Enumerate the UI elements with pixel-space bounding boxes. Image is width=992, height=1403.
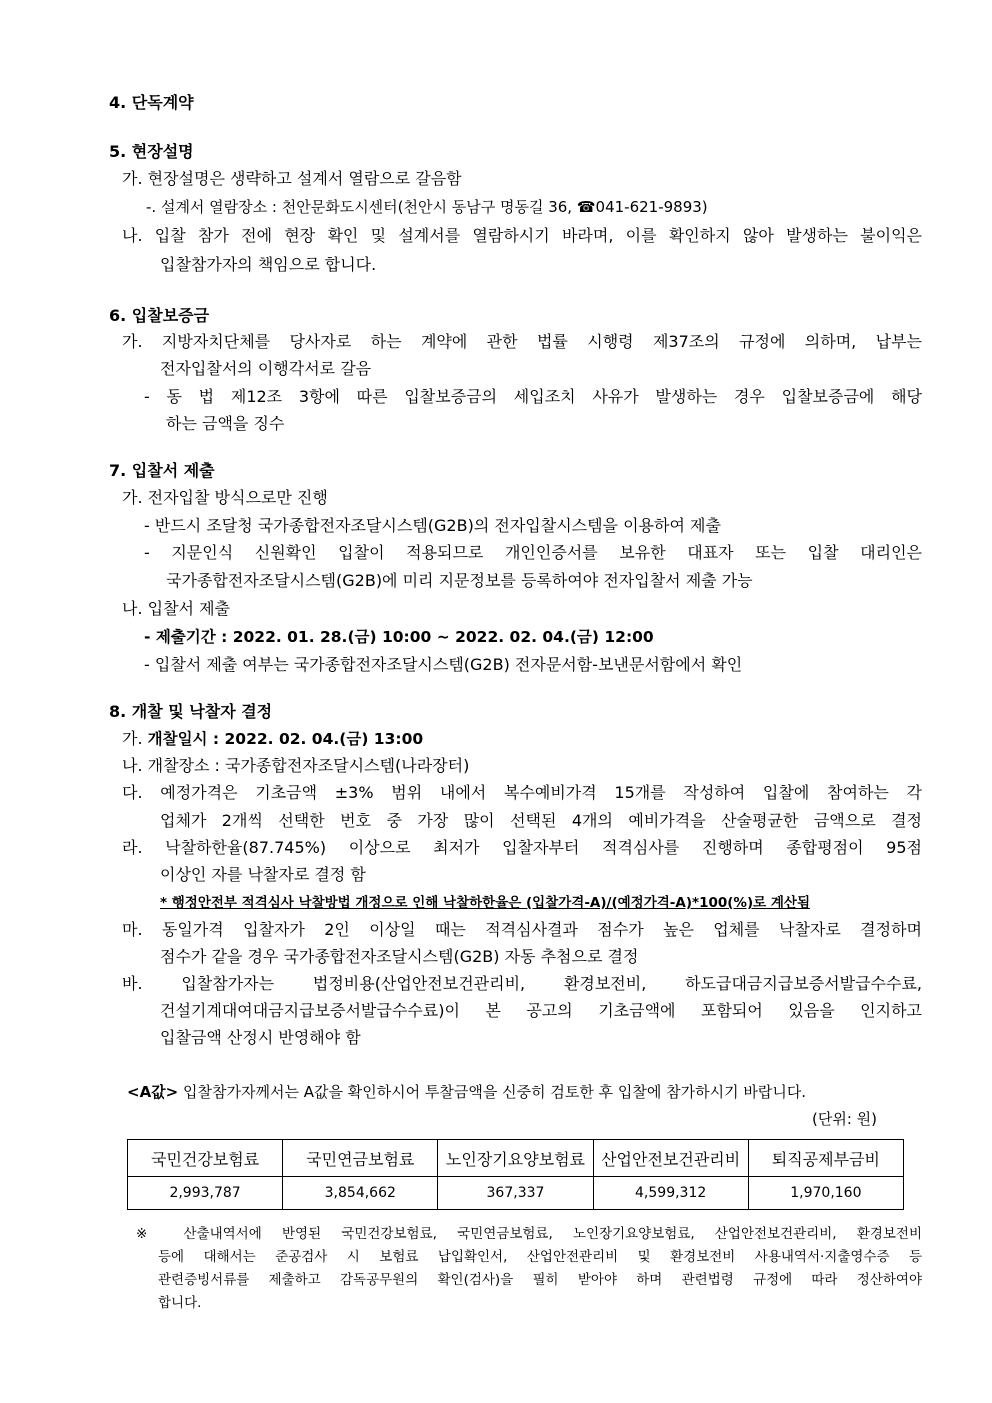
footnote-line1: ※ 산출내역서에 반영된 국민건강보험료, 국민연금보험료, 노인장기요양보험료, 산업안전보건관리비, 환경보전비 <box>136 1226 922 1242</box>
s6-dash-line1: - 동 법 제12조 3항에 따른 입찰보증금의 세입조치 사유가 발생하는 경우 입찰보증금에 해당 <box>144 387 922 406</box>
s7-item-a: 가. 전자입찰 방식으로만 진행 <box>122 488 328 507</box>
s7-item-b-dash2: - 입찰서 제출 여부는 국가종합전자조달시스템(G2B) 전자문서함-보낸문서함에서 확인 <box>144 655 743 674</box>
a-value-label: <A값> <box>127 1083 179 1101</box>
s7-item-a-dash2-line2: 국가종합전자조달시스템(G2B)에 미리 지문정보를 등록하여야 전자입찰서 제출 가능 <box>166 571 753 590</box>
s8-item-d-line2: 이상인 자를 낙찰자로 결정 함 <box>160 865 366 884</box>
table-header-cell: 국민건강보험료 <box>128 1140 283 1177</box>
section-7-title: 7. 입찰서 제출 <box>109 461 215 480</box>
section-6-title: 6. 입찰보증금 <box>109 306 210 325</box>
table-cell: 2,993,787 <box>128 1177 283 1210</box>
table-cell: 4,599,312 <box>593 1177 748 1210</box>
footnote-line4: 합니다. <box>158 1295 202 1311</box>
table-header-cell: 산업안전보건관리비 <box>593 1140 748 1177</box>
s7-item-b: 나. 입찰서 제출 <box>122 599 230 618</box>
table-cell: 367,337 <box>438 1177 593 1210</box>
s8-item-a-prefix: 가. <box>122 729 148 748</box>
s7-submission-period: - 제출기간 : 2022. 01. 28.(금) 10:00 ~ 2022. 02. 04.(금) 12:00 <box>144 628 654 646</box>
s6-dash-line2: 하는 금액을 징수 <box>166 414 285 433</box>
table-header-cell: 국민연금보험료 <box>283 1140 438 1177</box>
s8-item-d-line1: 라. 낙찰하한율(87.745%) 이상으로 최저가 입찰자부터 적격심사를 진행하며 종합평점이 95점 <box>122 838 922 857</box>
a-value-table <box>127 1139 904 1210</box>
section-8-title: 8. 개찰 및 낙찰자 결정 <box>109 702 273 721</box>
table-header-cell: 퇴직공제부금비 <box>748 1140 903 1177</box>
s8-opening-datetime: 개찰일시 : 2022. 02. 04.(금) 13:00 <box>147 730 424 748</box>
s5-item-b-line2: 입찰참가자의 책임으로 합니다. <box>160 255 377 274</box>
s7-item-a-dash2-line1: - 지문인식 신원확인 입찰이 적용되므로 개인인증서를 보유한 대표자 또는 입찰 대리인은 <box>144 543 922 562</box>
s8-item-e-line1: 마. 동일가격 입찰자가 2인 이상일 때는 적격심사결과 점수가 높은 업체를 낙찰자로 결정하며 <box>122 920 922 939</box>
section-5-title: 5. 현장설명 <box>109 142 194 161</box>
s8-item-f-line3: 입찰금액 산정시 반영해야 함 <box>160 1028 361 1047</box>
a-value-intro <box>127 1081 806 1103</box>
s5-item-a-sub: -. 설계서 열람장소 : 천안문화도시센터(천안시 동남구 명동길 36, ☎041-621-9893) <box>146 198 708 216</box>
s8-item-f-line1: 바. 입찰참가자는 법정비용(산업안전보건관리비, 환경보전비, 하도급대금지급보증서발급수수료, <box>122 974 922 993</box>
s5-item-a: 가. 현장설명은 생략하고 설계서 열람으로 갈음함 <box>122 169 462 188</box>
footnote-line3: 관련증빙서류를 제출하고 감독공무원의 확인(검사)을 필히 받아야 하며 관련법령 규정에 따라 정산하여야 <box>158 1272 922 1288</box>
table-cell: 3,854,662 <box>283 1177 438 1210</box>
s8-item-e-line2: 점수가 같을 경우 국가종합전자조달시스템(G2B) 자동 추첨으로 결정 <box>160 947 639 966</box>
table-cell: 1,970,160 <box>748 1177 903 1210</box>
a-value-intro-text: 입찰참가자께서는 A값을 확인하시어 투찰금액을 신중히 검토한 후 입찰에 참가하시기 바랍니다. <box>178 1083 807 1101</box>
s8-item-c-line2: 업체가 2개씩 선택한 번호 중 가장 많이 선택된 4개의 예비가격을 산술평균한 금액으로 결정 <box>160 811 922 830</box>
s6-item-a-line1: 가. 지방자치단체를 당사자로 하는 계약에 관한 법률 시행령 제37조의 규정에 의하며, 납부는 <box>122 332 922 351</box>
s8-item-c-line1: 다. 예정가격은 기초금액 ±3% 범위 내에서 복수예비가격 15개를 작성하여 입찰에 참여하는 각 <box>122 783 922 802</box>
s8-item-f-line2: 건설기계대여대금지급보증서발급수수료)이 본 공고의 기초금액에 포함되어 있음을 인지하고 <box>160 1001 922 1020</box>
s7-item-a-dash1: - 반드시 조달청 국가종합전자조달시스템(G2B)의 전자입찰시스템을 이용하여 제출 <box>144 516 721 535</box>
s6-item-a-line2: 전자입찰서의 이행각서로 갈음 <box>160 359 372 378</box>
footnote-line2: 등에 대해서는 준공검사 시 보험료 납입확인서, 산업안전관리비 및 환경보전비 사용내역서·지출영수증 등 <box>158 1249 922 1265</box>
s5-item-b-line1: 나. 입찰 참가 전에 현장 확인 및 설계서를 열람하시기 바라며, 이를 확인하지 않아 발생하는 불이익은 <box>122 226 922 245</box>
table-header-row <box>128 1140 904 1177</box>
section-4-title: 4. 단독계약 <box>109 93 194 112</box>
s8-item-d-note: * 행정안전부 적격심사 낙찰방법 개정으로 인해 낙찰하한율은 (입찰가격-A)/(예정가격-A)*100(%)로 계산됨 <box>160 895 810 911</box>
table-header-cell: 노인장기요양보험료 <box>438 1140 593 1177</box>
a-value-unit: (단위: 원) <box>812 1110 877 1128</box>
table-row <box>128 1177 904 1210</box>
s8-item-b: 나. 개찰장소 : 국가종합전자조달시스템(나라장터) <box>122 756 470 775</box>
s8-item-a <box>122 728 423 750</box>
